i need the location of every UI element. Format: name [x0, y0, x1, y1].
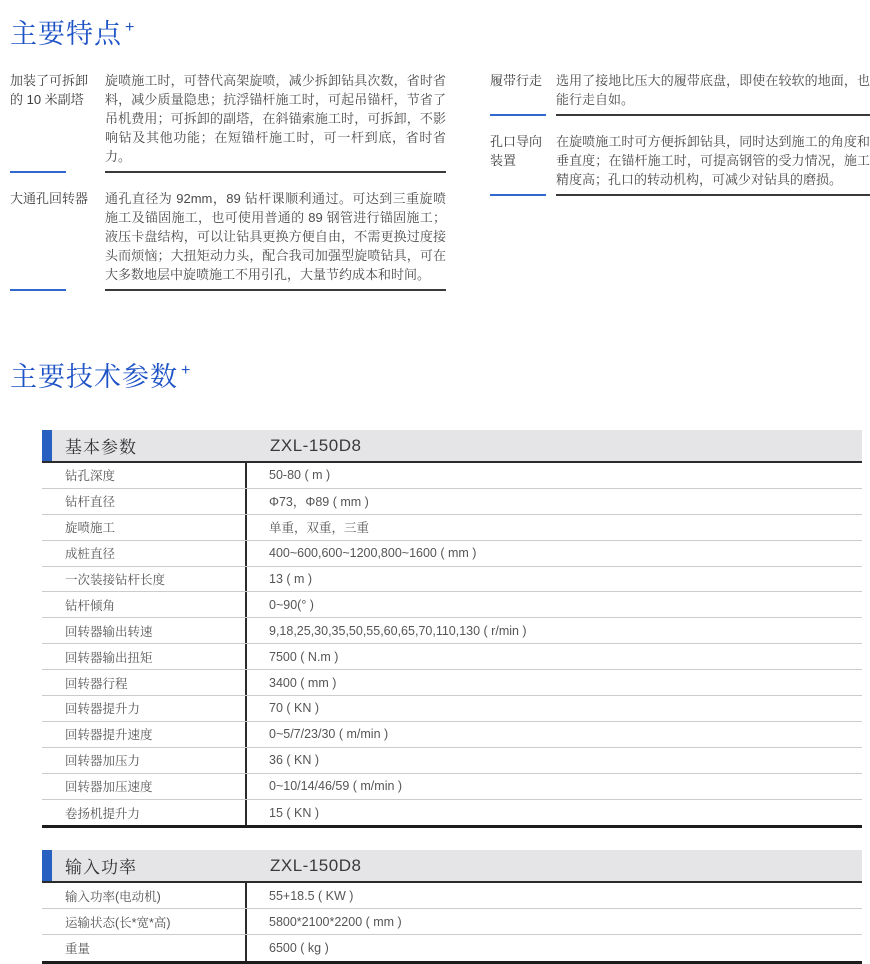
model-name: ZXL-150D8 [270, 435, 362, 455]
row-label: 旋喷施工 [65, 521, 116, 536]
row-label: 回转器提升力 [65, 702, 141, 717]
feature-label: 加装了可拆卸的 10 米副塔 [10, 71, 105, 173]
table-row [42, 774, 862, 800]
table-row [42, 800, 862, 826]
row-value: 单重，双重，三重 [245, 515, 862, 540]
row-label: 钻杆倾角 [65, 598, 116, 613]
row-value: 6500 ( kg ) [245, 935, 862, 961]
table-row [42, 463, 862, 489]
table-header [42, 430, 862, 463]
row-label: 回转器输出转速 [65, 624, 153, 639]
row-label: 钻杆直径 [65, 495, 116, 510]
feature-text: 选用了接地比压大的履带底盘，即使在较软的地面，也能行走自如。 [556, 71, 870, 116]
row-value: 13 ( m ) [245, 567, 862, 592]
row-value: 50-80 ( m ) [245, 463, 862, 488]
feature-text: 在旋喷施工时可方便拆卸钻具，同时达到施工的角度和垂直度；在锚杆施工时，可提高钢管的受力情况，施工精度高；孔口的转动机构，可减少对钻具的磨损。 [556, 132, 870, 196]
features-section-title [0, 0, 870, 51]
feature-label: 孔口导向装置 [490, 132, 556, 196]
row-label: 输入功率(电动机) [65, 889, 161, 904]
row-value: Φ73，Φ89 ( mm ) [245, 489, 862, 514]
row-value: 0~90(° ) [245, 592, 862, 617]
table-title: 基本参数 [65, 438, 137, 457]
row-label: 钻孔深度 [65, 469, 116, 484]
params-title-text: 主要技术参数 [10, 362, 178, 392]
feature-item [10, 189, 446, 291]
row-value: 3400 ( mm ) [245, 670, 862, 695]
row-label: 回转器行程 [65, 676, 128, 691]
row-label: 回转器加压力 [65, 754, 141, 769]
header-accent-bar [42, 850, 52, 881]
table-row [42, 618, 862, 644]
model-name: ZXL-150D8 [270, 855, 362, 875]
table-row [42, 722, 862, 748]
table-row [42, 909, 862, 935]
row-value: 7500 ( N.m ) [245, 644, 862, 669]
row-value: 400~600,600~1200,800~1600 ( mm ) [245, 541, 862, 566]
row-label: 一次装接钻杆长度 [65, 573, 166, 587]
row-label: 卷扬机提升力 [65, 806, 141, 821]
row-label: 成桩直径 [65, 547, 116, 562]
row-label: 运输状态(长*宽*高) [65, 915, 171, 930]
feature-text: 旋喷施工时，可替代高架旋喷，减少拆卸钻具次数，省时省料，减少质量隐患；抗浮锚杆施工时，可起吊锚杆，节省了吊机费用；可拆卸的副塔，在斜锚索施工时，可拆卸，不影响钻及其他功能；在短锚杆施工时，可一杆到底，省时省力。 [105, 71, 446, 173]
header-accent-bar [42, 430, 52, 461]
table-header [42, 850, 862, 883]
features-grid [0, 51, 870, 307]
basic-params-table [42, 430, 862, 828]
feature-text: 通孔直径为 92mm，89 钻杆课顺利通过。可达到三重旋喷施工及锚固施工，也可使用普通的 89 钢管进行锚固施工；液压卡盘结构，可以让钻具更换方便自由，不需更换过度接头而烦恼；大扭矩动力头，配合我司加强型旋喷钻具，可在大多数地层中旋喷施工不用引孔，大量节约成本和时间。 [105, 189, 446, 291]
table-row [42, 644, 862, 670]
table-row [42, 696, 862, 722]
params-section-title [0, 355, 870, 394]
row-value: 5800*2100*2200 ( mm ) [245, 909, 862, 934]
row-value: 9,18,25,30,35,50,55,60,65,70,110,130 ( r/min ) [245, 618, 862, 643]
row-label: 回转器提升速度 [65, 728, 153, 743]
row-value: 70 ( KN ) [245, 696, 862, 721]
row-value: 36 ( KN ) [245, 748, 862, 773]
row-label: 回转器加压速度 [65, 780, 153, 795]
feature-item [10, 71, 446, 173]
table-row [42, 592, 862, 618]
feature-label: 履带行走 [490, 71, 556, 116]
features-column-right [490, 71, 870, 307]
table-row [42, 883, 862, 909]
row-value: 0~10/14/46/59 ( m/min ) [245, 774, 862, 799]
table-row [42, 567, 862, 593]
feature-item [490, 132, 870, 196]
table-row [42, 515, 862, 541]
table-row [42, 748, 862, 774]
row-value: 15 ( KN ) [245, 800, 862, 826]
table-body [42, 463, 862, 828]
row-label: 重量 [65, 942, 91, 957]
input-power-table [42, 850, 862, 964]
table-row [42, 489, 862, 515]
row-label: 回转器输出扭矩 [65, 650, 153, 665]
table-row [42, 935, 862, 961]
table-row [42, 670, 862, 696]
feature-item [490, 71, 870, 116]
feature-label: 大通孔回转器 [10, 189, 105, 291]
table-title: 输入功率 [65, 858, 137, 878]
plus-mark: + [181, 362, 192, 379]
features-column-left [10, 71, 446, 307]
row-value: 0~5/7/23/30 ( m/min ) [245, 722, 862, 747]
row-value: 55+18.5 ( KW ) [245, 883, 862, 908]
features-title-text: 主要特点 [10, 19, 122, 49]
plus-mark: + [125, 19, 136, 36]
table-body [42, 883, 862, 964]
table-row [42, 541, 862, 567]
